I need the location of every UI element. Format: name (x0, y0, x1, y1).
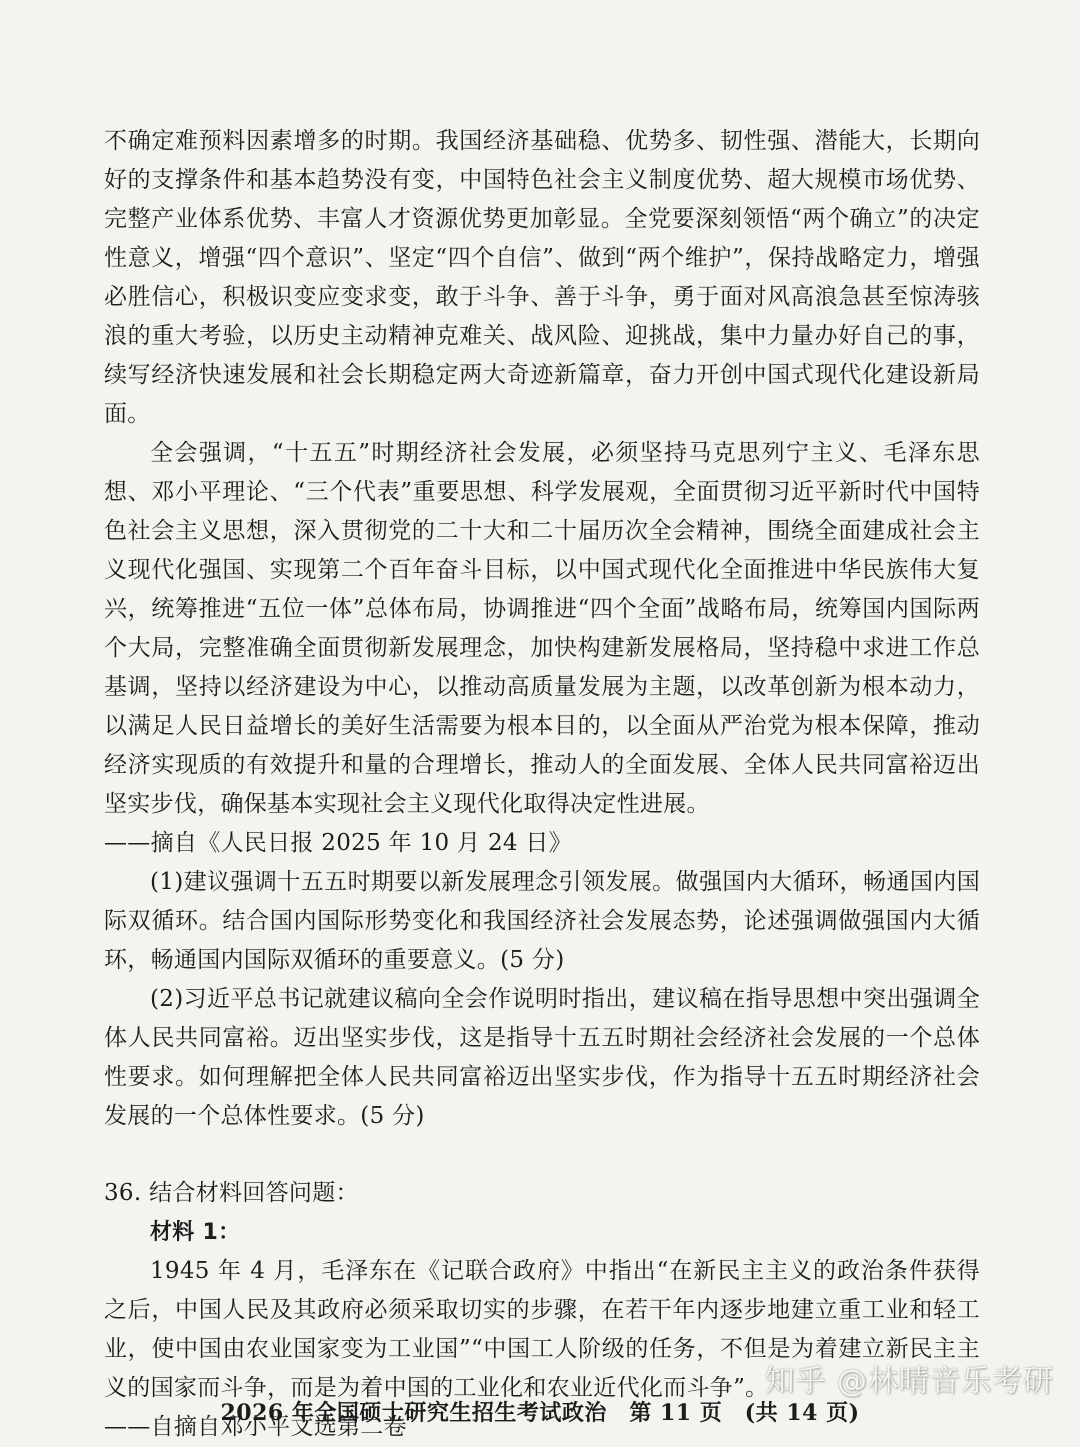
question-36-heading: 36. 结合材料回答问题： (104, 1180, 359, 1206)
material-1-title: 材料 1： (150, 1220, 241, 1245)
page-content (104, 122, 980, 1447)
source-citation-deng-xiaoping: ——自摘自邓小平文选第二卷 (104, 1414, 407, 1440)
paragraph-plenary: 全会强调，“十五五”时期经济社会发展，必须坚持马克思列宁主义、毛泽东思想、邓小平理论、“三个代表”重要思想、科学发展观，全面贯彻习近平新时代中国特色社会主义思想，深入贯彻党的二十大和二十届历次全会精神，围绕全面建成社会主义现代化强国、实现第二个百年奋斗目标，以中国式现代化全面推进中华民族伟大复兴，统筹推进“五位一体”总体布局，协调推进“四个全面”战略布局，统筹国内国际两个大局，完整准确全面贯彻新发展理念，加快构建新发展格局，坚持稳中求进工作总基调，坚持以经济建设为中心，以推动高质量发展为主题，以改革创新为根本动力，以满足人民日益增长的美好生活需要为根本目的，以全面从严治党为根本保障，推动经济实现质的有效提升和量的合理增长，推动人的全面发展、全体人民共同富裕迈出坚实步伐，确保基本实现社会主义现代化取得决定性进展。 (104, 440, 980, 817)
page-footer: 2026 年全国硕士研究生招生考试政治 第 11 页 (共 14 页) (220, 1400, 860, 1426)
material-1-text: 1945 年 4 月，毛泽东在《记联合政府》中指出“在新民主主义的政治条件获得之后，中国人民及其政府必须采取切实的步骤，在若干年内逐步地建立重工业和轻工业，使中国由农业国家变为工业国”“中国工人阶级的任务，不但是为着建立新民主主义的国家而斗争，而是为着中国的工业化和农业近代化而斗争”。 (104, 1258, 980, 1401)
paragraph-continued: 不确定难预料因素增多的时期。我国经济基础稳、优势多、韧性强、潜能大，长期向好的支撑条件和基本趋势没有变，中国特色社会主义制度优势、超大规模市场优势、完整产业体系优势、丰富人才资源优势更加彰显。全党要深刻领悟“两个确立”的决定性意义，增强“四个意识”、坚定“四个自信”、做到“两个维护”，保持战略定力，增强必胜信心，积极识变应变求变，敢于斗争、善于斗争，勇于面对风高浪急甚至惊涛骇浪的重大考验，以历史主动精神克难关、战风险、迎挑战，集中力量办好自己的事，续写经济快速发展和社会长期稳定两大奇迹新篇章，奋力开创中国式现代化建设新局面。 (104, 128, 980, 427)
question-2: (2)习近平总书记就建议稿向全会作说明时指出，建议稿在指导思想中突出强调全体人民共同富裕。迈出坚实步伐，这是指导十五五时期社会经济社会发展的一个总体性要求。如何理解把全体人民共同富裕迈出坚实步伐，作为指导十五五时期经济社会发展的一个总体性要求。(5 分) (104, 986, 980, 1129)
zhihu-watermark: 知乎 @林晴音乐考研 (764, 1364, 1054, 1399)
section-gap (104, 1136, 980, 1174)
question-1: (1)建议强调十五五时期要以新发展理念引领发展。做强国内大循环，畅通国内国际双循环。结合国内国际形势变化和我国经济社会发展态势，论述强调做强国内大循环，畅通国内国际双循环的重要意义。(5 分) (104, 869, 980, 973)
source-citation-peoples-daily: ——摘自《人民日报 2025 年 10 月 24 日》 (104, 830, 573, 856)
